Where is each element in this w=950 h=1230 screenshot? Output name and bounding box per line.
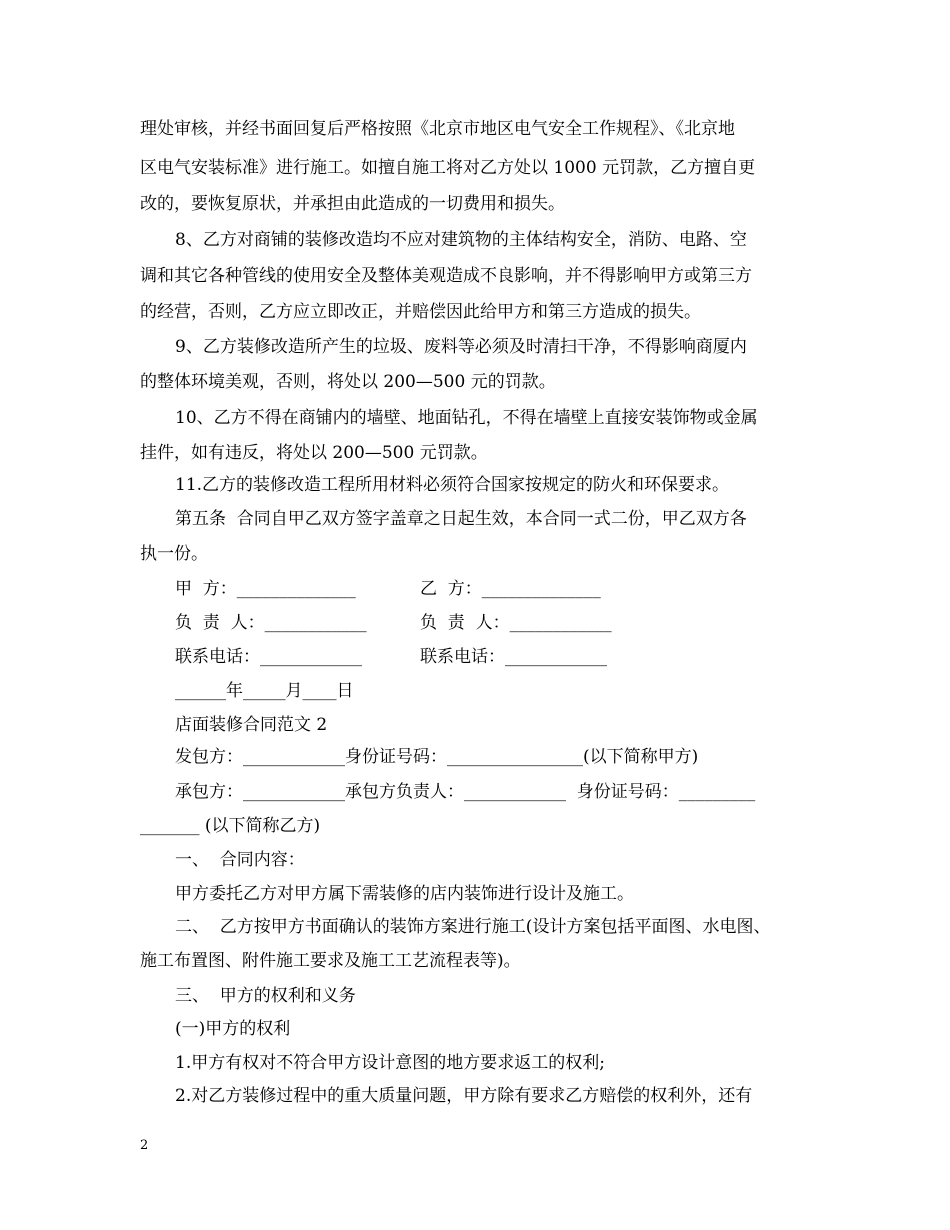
phone-a-field: 联系电话：____________ [175,647,362,667]
phone-b-field: 联系电话：____________ [420,647,607,667]
party-b-field: 乙 方：______________ [420,579,601,599]
page-number: 2 [140,1138,149,1153]
text-line: 1.甲方有权对不符合甲方设计意图的地方要求返工的权利; [175,1053,605,1073]
text-line: 承包方：____________承包方负责人：____________ 身份证号码：_________ [175,782,756,802]
text-line: 的经营，否则，乙方应立即改正，并赔偿因此给甲方和第三方造成的损失。 [140,302,701,322]
text-line: 施工布置图、附件施工要求及施工工艺流程表等)。 [140,951,521,971]
text-line: 10、乙方不得在商铺内的墙壁、地面钻孔，不得在墙壁上直接安装饰物或金属 [175,408,758,428]
text-line: 理处审核，并经书面回复后严格按照《北京市地区电气安全工作规程》、《北京地 [140,119,735,139]
section-title: 店面装修合同范文 2 [175,715,328,735]
text-line: 11.乙方的装修改造工程所用材料必须符合国家按规定的防火和环保要求。 [175,475,730,495]
text-line: 区电气安装标准》进行施工。如擅自施工将对乙方处以 1000 元罚款，乙方擅自更 [140,158,756,178]
responsible-a-field: 负 责 人：____________ [175,613,367,633]
party-a-field: 甲 方：______________ [175,579,356,599]
text-line: 三、 甲方的权利和义务 [175,986,356,1006]
text-line: 甲方委托乙方对甲方属下需装修的店内装饰进行设计及施工。 [175,884,634,904]
text-line: 调和其它各种管线的使用安全及整体美观造成不良影响，并不得影响甲方或第三方 [140,266,752,286]
text-line: 挂件，如有违反，将处以 200—500 元罚款。 [140,443,488,463]
text-line: 发包方：____________身份证号码：________________(以下简称甲方) [175,747,699,767]
text-line: 2.对乙方装修过程中的重大质量问题，甲方除有要求乙方赔偿的权利外，还有 [175,1086,753,1106]
text-line: 改的，要恢复原状，并承担由此造成的一切费用和损失。 [140,194,565,214]
text-line: 的整体环境美观，否则，将处以 200—500 元的罚款。 [140,372,556,392]
text-line: 一、 合同内容： [175,850,305,870]
text-line: 9、乙方装修改造所产生的垃圾、废料等必须及时清扫干净，不得影响商厦内 [175,337,747,357]
date-field: ______年_____月____日 [175,681,354,701]
text-line: 第五条 合同自甲乙双方签字盖章之日起生效，本合同一式二份，甲乙双方各 [175,509,747,529]
text-line: (一)甲方的权利 [175,1019,291,1039]
responsible-b-field: 负 责 人：____________ [420,613,612,633]
text-line: _______ (以下简称乙方) [140,816,321,836]
text-line: 执一份。 [140,544,208,564]
text-line: 8、乙方对商铺的装修改造均不应对建筑物的主体结构安全，消防、电路、空 [175,230,747,250]
text-line: 二、 乙方按甲方书面确认的装饰方案进行施工(设计方案包括平面图、水电图、 [175,917,771,937]
